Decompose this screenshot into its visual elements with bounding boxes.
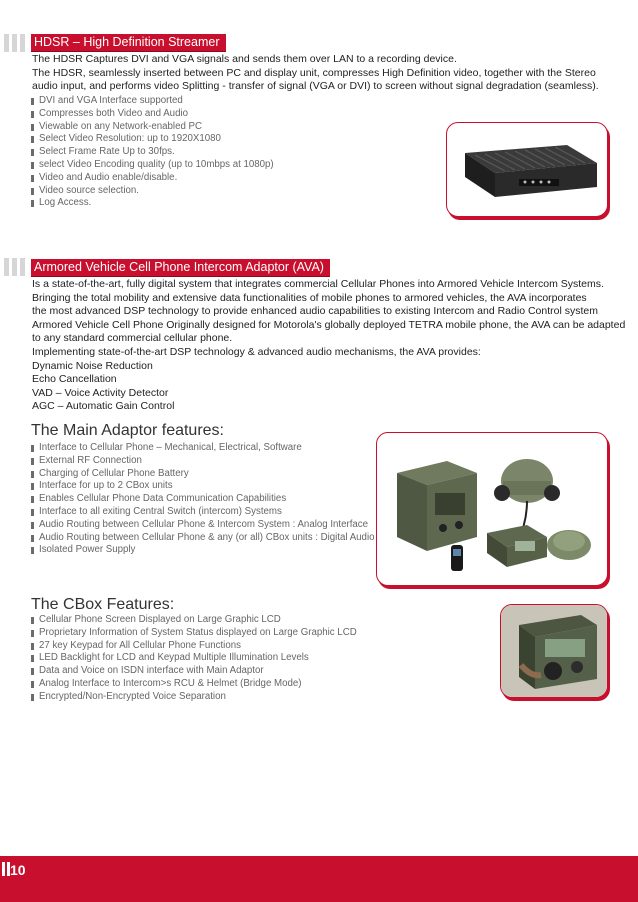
list-item: Log Access. [31,197,274,210]
ava-intro-line: to any standard commercial cellular phone. [32,332,233,345]
cbox-heading: The CBox Features: [31,596,175,613]
list-item: Data and Voice on ISDN interface with Main Adaptor [31,665,357,678]
list-item: Select Video Resolution: up to 1920X1080 [31,133,274,146]
list-item: Interface to Cellular Phone – Mechanical, Electrical, Software [31,442,374,455]
list-item: Enables Cellular Phone Data Communication Capabilities [31,493,374,506]
list-item: 27 key Keypad for All Cellular Phone Functions [31,640,357,653]
main-adaptor-feature-list [31,442,374,557]
hdsr-feature-list [31,95,274,210]
ava-system-image [377,433,607,585]
section-marker [4,34,26,52]
list-item: Interface for up to 2 CBox units [31,480,374,493]
ava-provides-item: Dynamic Noise Reduction [32,359,153,372]
hdsr-device-image [447,123,607,216]
ava-provides-intro: Implementing state-of-the-art DSP technology & advanced audio mechanisms, the AVA provides: [32,345,481,358]
cbox-image [501,605,607,697]
hdsr-intro [32,53,599,94]
list-item: Cellular Phone Screen Displayed on Large Graphic LCD [31,614,357,627]
cbox-photo [500,604,608,698]
list-item: Viewable on any Network-enabled PC [31,121,274,134]
cbox-feature-list [31,614,357,704]
section-marker [4,258,26,276]
footer-band [0,856,638,902]
ava-intro-line: Is a state-of-the-art, fully digital system that integrates commercial Cellular Phones into Armored Vehicle Intercom Systems. [32,278,604,290]
list-item: LED Backlight for LCD and Keypad Multiple Illumination Levels [31,652,357,665]
ava-intro-line: the most advanced DSP technology to provide enhanced audio capabilities to existing Intercom and Radio Control system [32,305,598,318]
list-item: Charging of Cellular Phone Battery [31,468,374,481]
list-item: Video and Audio enable/disable. [31,172,274,185]
list-item: Compresses both Video and Audio [31,108,274,121]
ava-intro-line: Armored Vehicle Cell Phone Originally designed for Motorola's globally deployed TETRA mobile phone, the AVA can be adapted [32,318,626,331]
list-item: DVI and VGA Interface supported [31,95,274,108]
hdsr-section-title: HDSR – High Definition Streamer [31,34,226,52]
hdsr-intro-line: The HDSR Captures DVI and VGA signals and sends them over LAN to a recording device. [32,53,457,65]
ava-system-photo [376,432,608,586]
ava-provides-item: Echo Cancellation [32,373,117,386]
list-item: External RF Connection [31,455,374,468]
main-adaptor-heading: The Main Adaptor features: [31,422,224,439]
page-number: 10 [10,862,26,878]
list-item: Proprietary Information of System Status displayed on Large Graphic LCD [31,627,357,640]
hdsr-intro-line: audio input, and performs video Splitting - transfer of signal (VGA or DVI) to screen without signal degradation (seamless). [32,80,599,93]
ava-intro-line: Bringing the total mobility and extensive data functionalities of mobile phones to armored vehicles, the AVA incorporates [32,291,587,304]
ava-provides-item: AGC – Automatic Gain Control [32,400,175,413]
list-item: Analog Interface to Intercom>s RCU & Helmet (Bridge Mode) [31,678,357,691]
ava-intro [32,278,625,414]
list-item: Interface to all exiting Central Switch (intercom) Systems [31,506,374,519]
list-item: Video source selection. [31,185,274,198]
list-item: select Video Encoding quality (up to 10mbps at 1080p) [31,159,274,172]
list-item: Audio Routing between Cellular Phone & any (or all) CBox units : Digital Audio [31,532,374,545]
list-item: Isolated Power Supply [31,544,374,557]
list-item: Audio Routing between Cellular Phone & Intercom System : Analog Interface [31,519,374,532]
ava-section-title: Armored Vehicle Cell Phone Intercom Adaptor (AVA) [31,259,330,277]
hdsr-device-photo [446,122,608,217]
hdsr-intro-line: The HDSR, seamlessly inserted between PC and display unit, compresses High Definition video, together with the Stereo [32,66,596,79]
ava-provides-item: VAD – Voice Activity Detector [32,386,169,399]
list-item: Encrypted/Non-Encrypted Voice Separation [31,691,357,704]
list-item: Select Frame Rate Up to 30fps. [31,146,274,159]
